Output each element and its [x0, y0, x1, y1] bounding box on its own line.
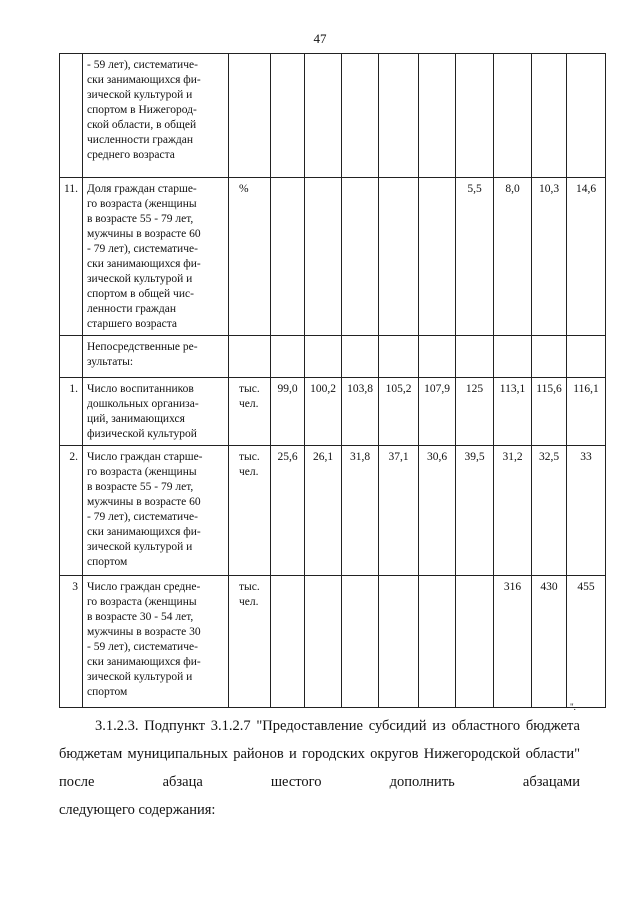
value-cell	[271, 576, 305, 708]
value-cell	[305, 576, 342, 708]
value-cell: 8,0	[494, 178, 532, 336]
value-cell	[379, 576, 419, 708]
unit-cell	[229, 54, 271, 178]
table-row	[60, 446, 606, 576]
row-number: 2.	[60, 446, 83, 576]
value-cell	[305, 336, 342, 378]
value-cell: 30,6	[419, 446, 456, 576]
value-cell: 14,6	[567, 178, 606, 336]
indicator-name: Доля граждан старше- го возраста (женщины в возрасте 55 - 79 лет, мужчины в возрасте 60 - 79 лет), систематиче- ски занимающихся фи- зической культурой и спортом в общей чис- ленности граждан старшего возраста	[83, 178, 229, 336]
value-cell: 100,2	[305, 378, 342, 446]
value-cell: 125	[456, 378, 494, 446]
value-cell: 25,6	[271, 446, 305, 576]
value-cell: 115,6	[532, 378, 567, 446]
value-cell: 37,1	[379, 446, 419, 576]
value-cell	[567, 54, 606, 178]
value-cell	[419, 576, 456, 708]
value-cell	[271, 336, 305, 378]
value-cell: 10,3	[532, 178, 567, 336]
value-cell: 455	[567, 576, 606, 708]
page-number: 47	[313, 31, 327, 46]
value-cell	[342, 54, 379, 178]
indicator-name: - 59 лет), систематиче- ски занимающихся фи- зической культурой и спортом в Нижегород- ской области, в общей численности граждан среднего возраста	[83, 54, 229, 178]
table-body	[60, 54, 606, 708]
row-number: 3	[60, 576, 83, 708]
value-cell: 107,9	[419, 378, 456, 446]
indicators-table	[59, 53, 606, 708]
table-row	[60, 54, 606, 178]
table-row	[60, 178, 606, 336]
row-number: 1.	[60, 378, 83, 446]
value-cell	[379, 54, 419, 178]
value-cell	[532, 54, 567, 178]
value-cell	[494, 336, 532, 378]
unit-cell: тыс. чел.	[229, 576, 271, 708]
value-cell	[532, 336, 567, 378]
value-cell	[379, 178, 419, 336]
unit-cell: %	[229, 178, 271, 336]
unit-cell	[229, 336, 271, 378]
value-cell	[419, 54, 456, 178]
indicator-name: Число воспитанников дошкольных организа- ций, занимающихся физической культурой	[83, 378, 229, 446]
value-cell	[419, 178, 456, 336]
value-cell	[456, 336, 494, 378]
value-cell	[379, 336, 419, 378]
value-cell	[456, 54, 494, 178]
row-number: 11.	[60, 178, 83, 336]
table-row	[60, 378, 606, 446]
value-cell: 99,0	[271, 378, 305, 446]
value-cell: 103,8	[342, 378, 379, 446]
value-cell: 26,1	[305, 446, 342, 576]
value-cell: 32,5	[532, 446, 567, 576]
value-cell	[456, 576, 494, 708]
table-row	[60, 336, 606, 378]
value-cell: 105,2	[379, 378, 419, 446]
value-cell	[305, 54, 342, 178]
value-cell: 39,5	[456, 446, 494, 576]
table-row	[60, 576, 606, 708]
value-cell: 33	[567, 446, 606, 576]
value-cell: 31,2	[494, 446, 532, 576]
value-cell: 116,1	[567, 378, 606, 446]
value-cell	[419, 336, 456, 378]
paragraph-text-end: следующего содержания:	[59, 802, 216, 818]
value-cell: 316	[494, 576, 532, 708]
value-cell: 31,8	[342, 446, 379, 576]
value-cell	[271, 178, 305, 336]
value-cell	[342, 336, 379, 378]
value-cell	[342, 178, 379, 336]
value-cell	[271, 54, 305, 178]
value-cell	[567, 336, 606, 378]
value-cell: 113,1	[494, 378, 532, 446]
unit-cell: тыс. чел.	[229, 446, 271, 576]
indicator-name: Непосредственные ре- зультаты:	[83, 336, 229, 378]
paragraph-text: 3.1.2.3. Подпункт 3.1.2.7 "Предоставление субсидий из областного бюджета бюджетам муниципальных районов и городских округов Нижегородской области" после абзаца шестого дополнить абзацами	[59, 718, 580, 790]
row-number	[60, 54, 83, 178]
value-cell	[494, 54, 532, 178]
indicator-name: Число граждан средне- го возраста (женщины в возрасте 30 - 54 лет, мужчины в возрасте 30 - 59 лет), систематиче- ски занимающихся фи- зической культурой и спортом	[83, 576, 229, 708]
closing-quote-mark: ".	[570, 702, 576, 712]
value-cell: 5,5	[456, 178, 494, 336]
value-cell	[305, 178, 342, 336]
row-number	[60, 336, 83, 378]
unit-cell: тыс. чел.	[229, 378, 271, 446]
indicator-name: Число граждан старше- го возраста (женщины в возрасте 55 - 79 лет, мужчины в возрасте 60 - 79 лет), систематиче- ски занимающихся фи- зической культурой и спортом	[83, 446, 229, 576]
amendment-paragraph	[59, 712, 580, 824]
value-cell: 430	[532, 576, 567, 708]
value-cell	[342, 576, 379, 708]
